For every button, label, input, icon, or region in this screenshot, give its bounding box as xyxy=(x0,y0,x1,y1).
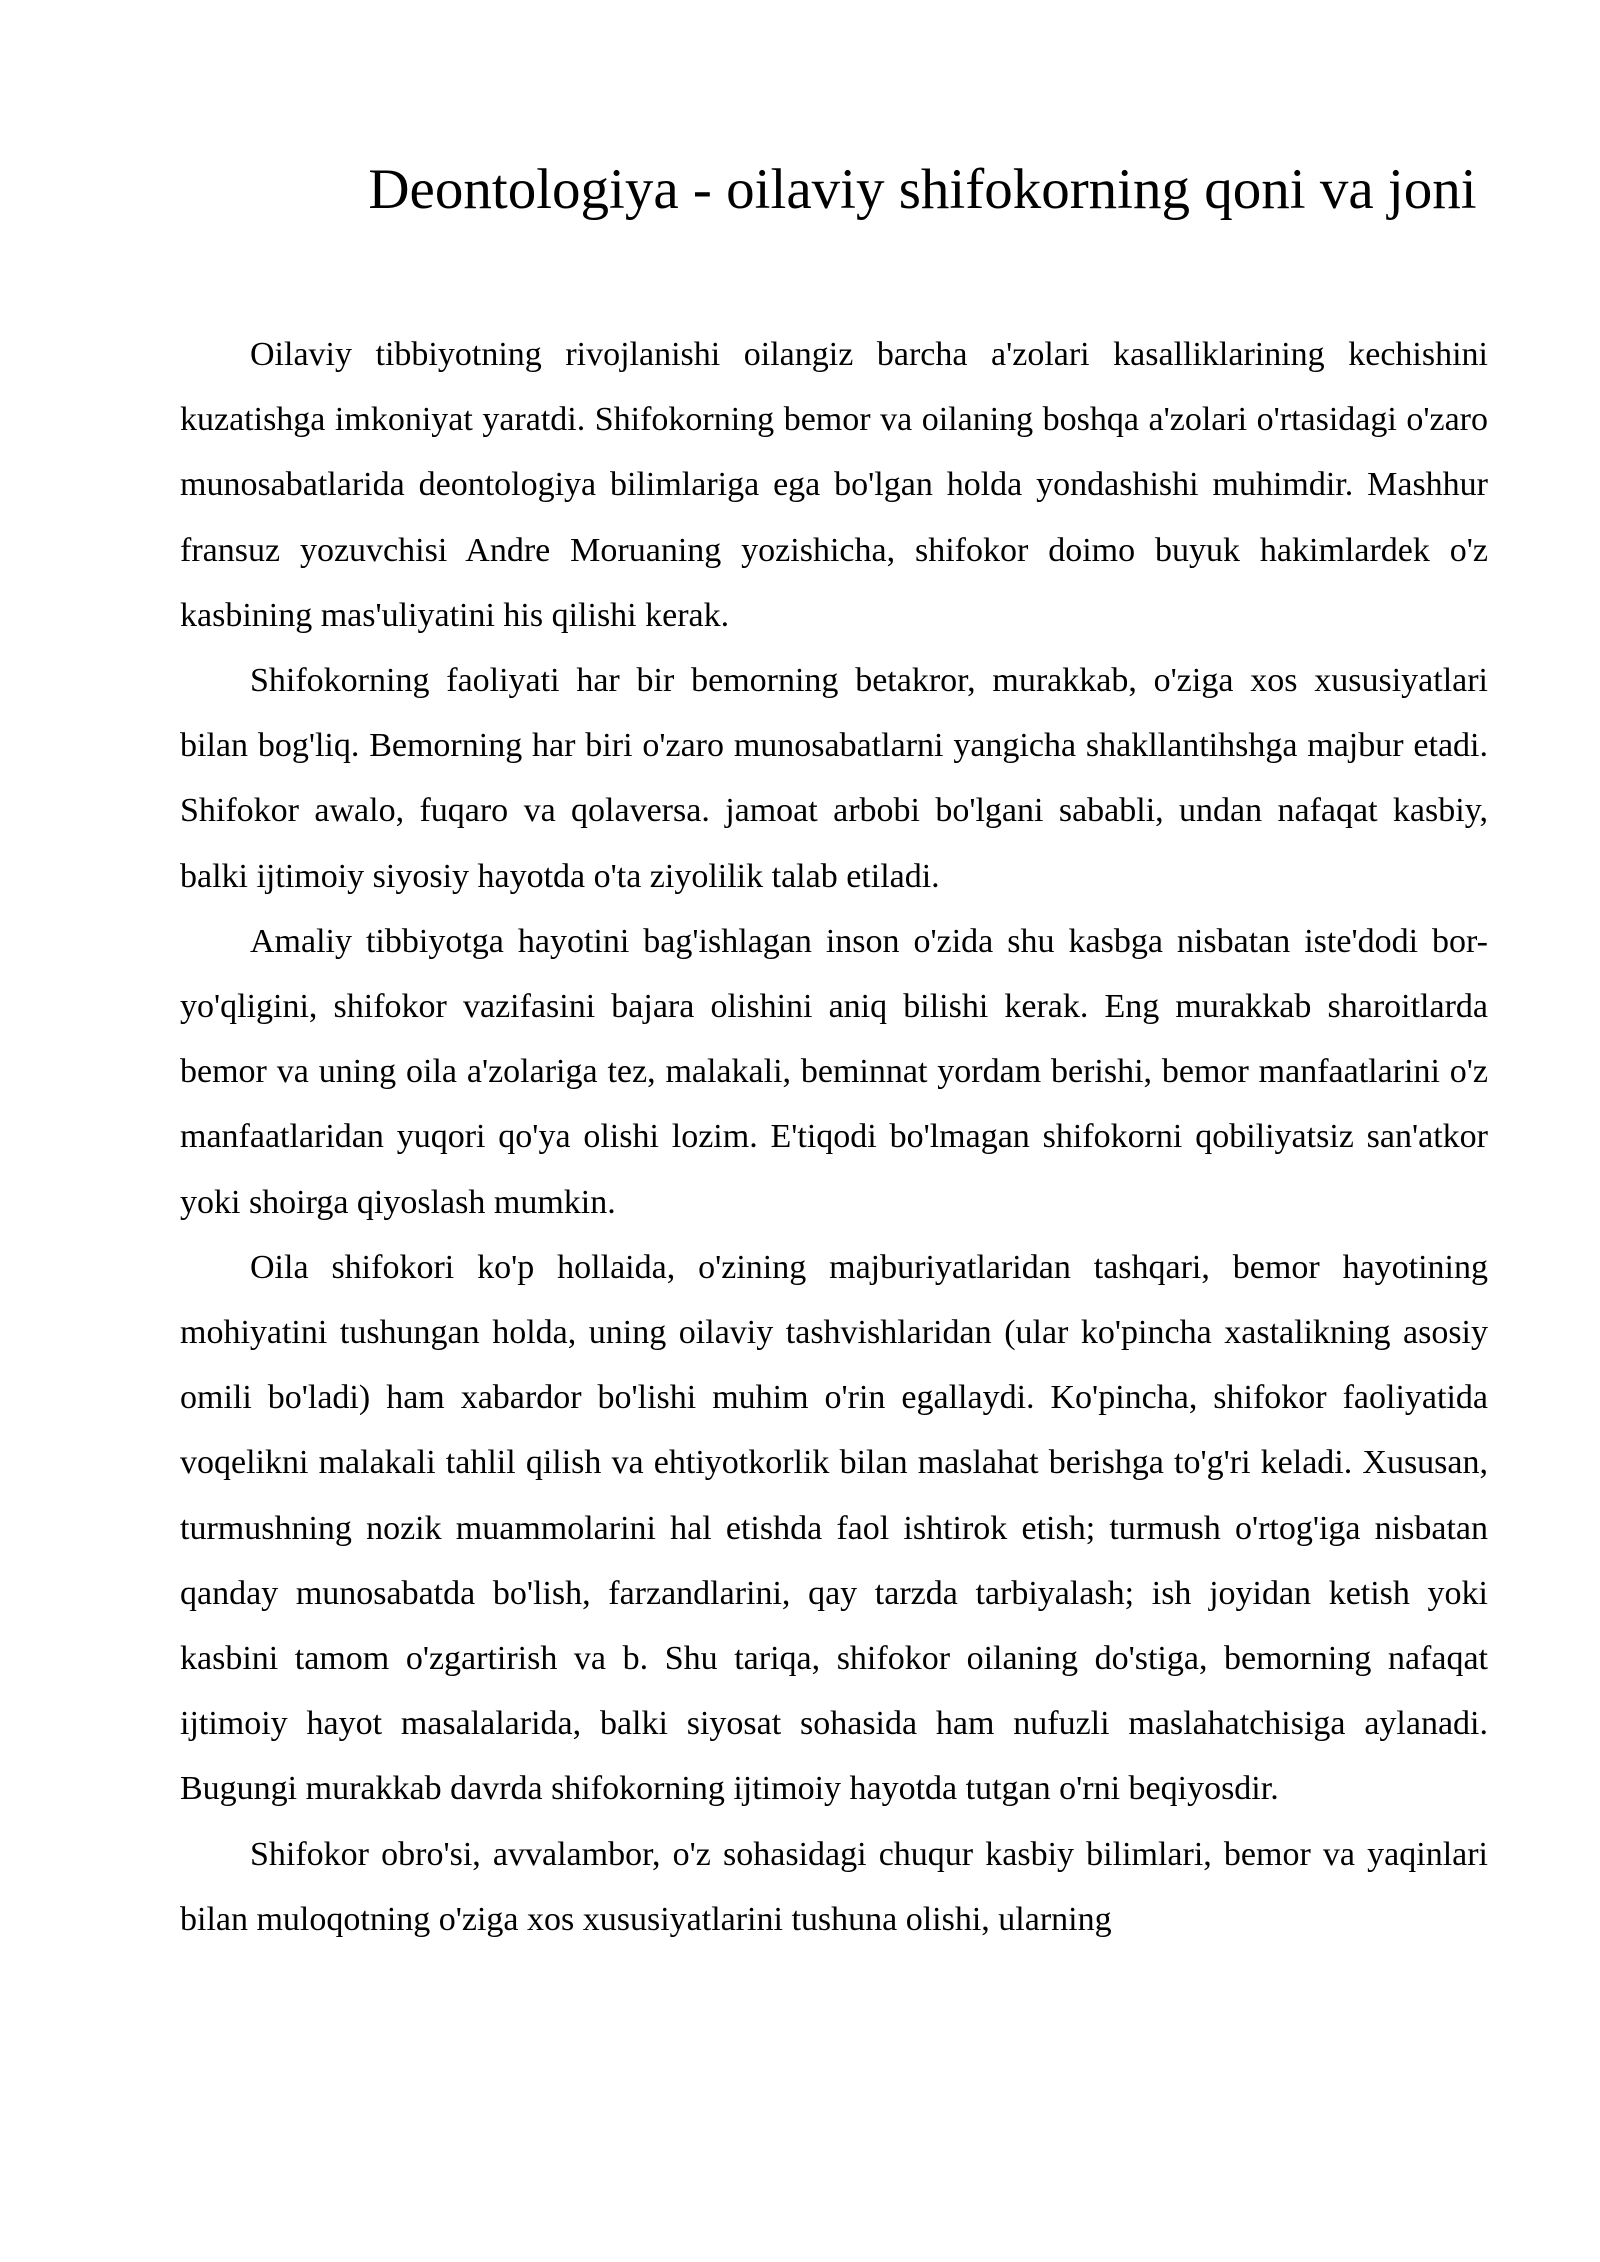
document-title: Deontologiya - oilaviy shifokorning qoni va joni xyxy=(368,158,1477,221)
paragraph-2: Shifokorning faoliyati har bir bemorning betakror, murakkab, o'ziga xos xususiyatlari bilan bog'liq. Bemorning har biri o'zaro munosabatlarni yangicha shakllantihshga majbur etadi. Shifokor awalo, fuqaro va qolaversa. jamoat arbobi bo'lgani sababli, undan nafaqat kasbiy, balki ijtimoiy siyosiy hayotda o'ta ziyolilik talab etiladi. xyxy=(180,662,1488,895)
paragraph-4: Oila shifokori ko'p hollaida, o'zining majburiyatlaridan tashqari, bemor hayotining mohiyatini tushungan holda, uning oilaviy tashvishlaridan (ular ko'pincha xastalikning asosiy omili bo'ladi) ham xabardor bo'lishi muhim o'rin egallaydi. Ko'pincha, shifokor faoliyatida voqelikni malakali tahlil qilish va ehtiyotkorlik bilan maslahat berishga to'g'ri keladi. Xususan, turmushning nozik muammolarini hal etishda faol ishtirok etish; turmush o'rtog'iga nisbatan qanday munosabatda bo'lish, farzandlarini, qay tarzda tarbiyalash; ish joyidan ketish yoki kasbini tamom o'zgartirish va b. Shu tariqa, shifokor oilaning do'stiga, bemorning nafaqat ijtimoiy hayot masalalarida, balki siyosat sohasida ham nufuzli maslahatchisiga aylanadi. Bugungi murakkab davrda shifokorning ijtimoiy hayotda tutgan o'rni beqiyosdir. xyxy=(180,1248,1488,1808)
paragraph-1: Oilaviy tibbiyotning rivojlanishi oilangiz barcha a'zolari kasalliklarining kechishini kuzatishga imkoniyat yaratdi. Shifokorning bemor va oilaning boshqa a'zolari o'rtasidagi o'zaro munosabatlarida deontologiya bilimlariga ega bo'lgan holda yondashishi muhimdir. Mashhur fransuz yozuvchisi Andre Moruaning yozishicha, shifokor doimo buyuk hakimlardek o'z kasbining mas'uliyatini his qilishi kerak. xyxy=(180,336,1488,634)
paragraph-3: Amaliy tibbiyotga hayotini bag'ishlagan inson o'zida shu kasbga nisbatan iste'dodi bor-yo'qligini, shifokor vazifasini bajara olishini aniq bilishi kerak. Eng murakkab sharoitlarda bemor va uning oila a'zolariga tez, malakali, beminnat yordam berishi, bemor manfaatlarini o'z manfaatlaridan yuqori qo'ya olishi lozim. E'tiqodi bo'lmagan shifokorni qobiliyatsiz san'atkor yoki shoirga qiyoslash mumkin. xyxy=(180,922,1488,1221)
paragraph-5: Shifokor obro'si, avvalambor, o'z sohasidagi chuqur kasbiy bilimlari, bemor va yaqinlari bilan muloqotning o'ziga xos xususiyatlarini tushuna olishi, ularning xyxy=(180,1835,1488,1938)
document-body xyxy=(180,322,1488,1952)
